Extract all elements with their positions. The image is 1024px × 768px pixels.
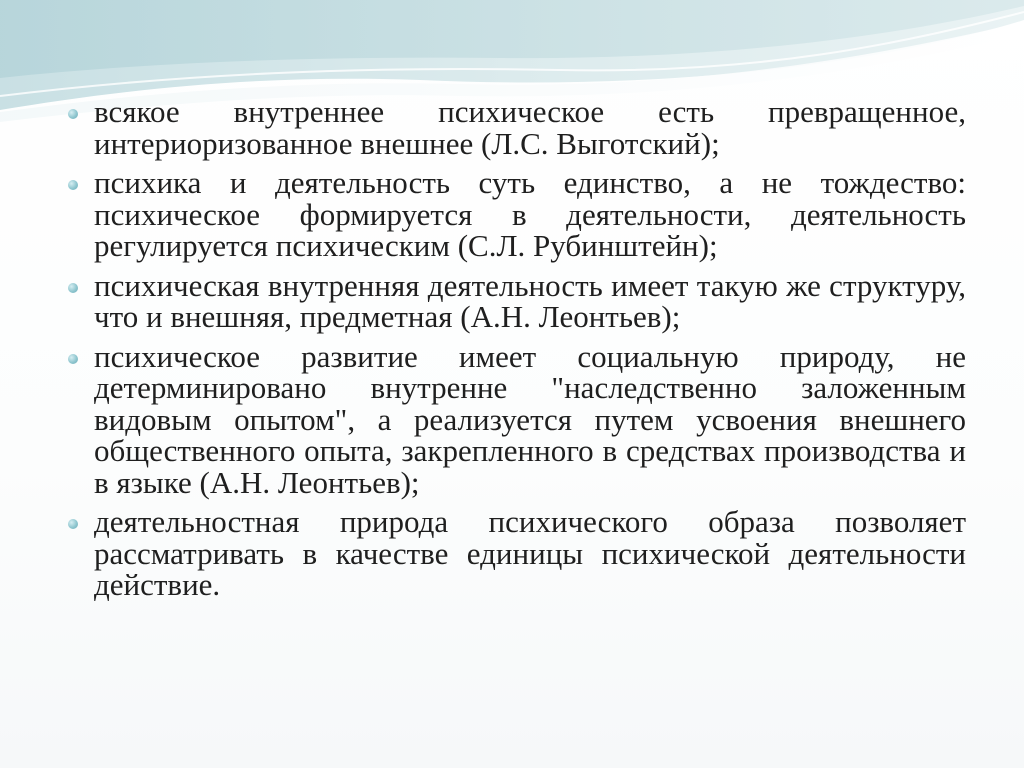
bullet-text: деятельностная природа психического образа позволяет рассматривать в качестве единицы психической деятельности действие. xyxy=(94,504,966,602)
bullet-item xyxy=(62,506,966,601)
bullet-item xyxy=(62,167,966,262)
bullet-list xyxy=(62,96,966,609)
bullet-text: психическое развитие имеет социальную природу, не детерминировано внутренне "наследственно заложенным видовым опытом", а реализуется путем усвоения внешнего общественного опыта, закрепленного в средствах производства и в языке (А.Н. Леонтьев); xyxy=(94,338,966,500)
bullet-dot-icon xyxy=(68,354,78,364)
bullet-text: всякое внутреннее психическое есть превращенное, интериоризованное внешнее (Л.С. Выготский); xyxy=(94,94,966,161)
bullet-text: психика и деятельность суть единство, а не тождество: психическое формируется в деятельности, деятельность регулируется психическим (С.Л. Рубинштейн); xyxy=(94,165,966,263)
bullet-item xyxy=(62,96,966,159)
bullet-dot-icon xyxy=(68,109,78,119)
bullet-dot-icon xyxy=(68,180,78,190)
bullet-dot-icon xyxy=(68,519,78,529)
bullet-dot-icon xyxy=(68,283,78,293)
bullet-text: психическая внутренняя деятельность имеет такую же структуру, что и внешняя, предметная (А.Н. Леонтьев); xyxy=(94,267,966,334)
bullet-item xyxy=(62,267,966,334)
bullet-item xyxy=(62,338,966,500)
